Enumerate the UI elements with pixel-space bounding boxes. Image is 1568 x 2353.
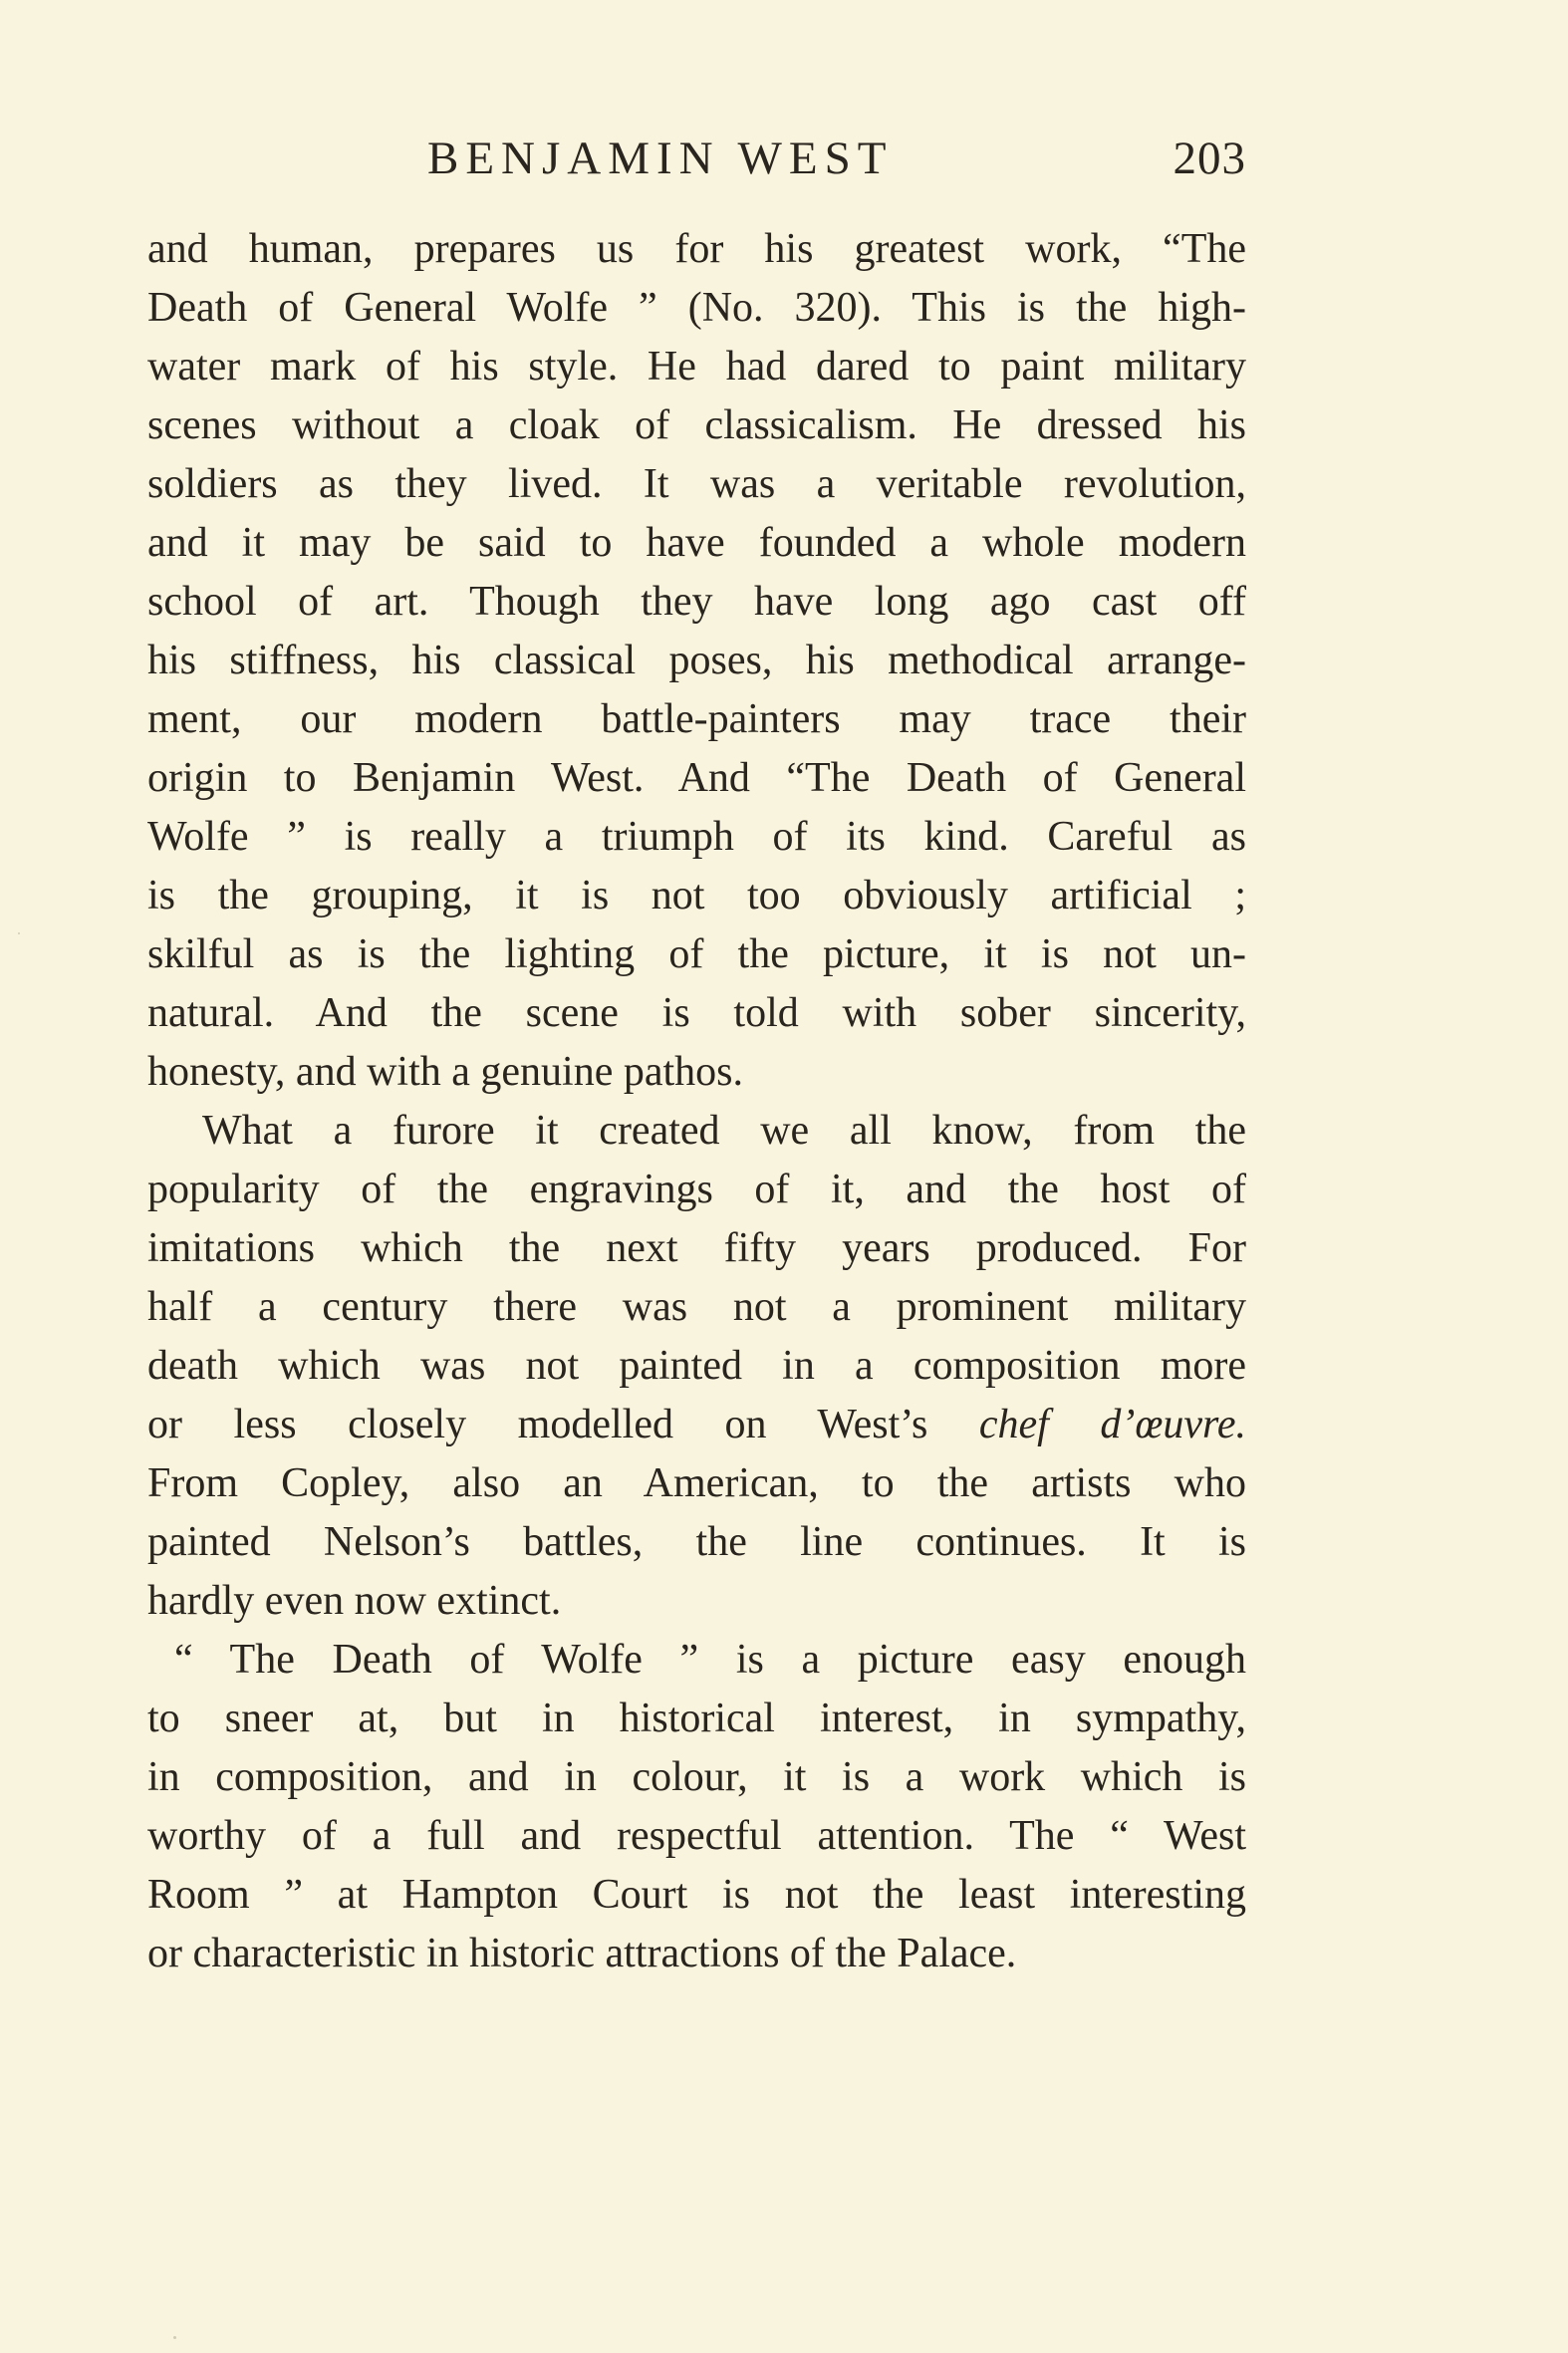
text-line: What a furore it created we all know, from the bbox=[202, 1108, 1246, 1154]
italic-phrase: chef d’œuvre. bbox=[978, 1402, 1246, 1447]
text-line: water mark of his style. He had dared to paint military bbox=[147, 344, 1246, 390]
text-line: ment, our modern battle-painters may trace their bbox=[147, 696, 1246, 742]
text-line: his stiffness, his classical poses, his methodical arrange- bbox=[147, 638, 1246, 683]
page-number: 203 bbox=[1173, 132, 1246, 184]
text-line: Death of General Wolfe ” (No. 320). This is the high- bbox=[147, 285, 1246, 331]
paper-speck bbox=[18, 932, 20, 934]
text-line: “ The Death of Wolfe ” is a picture easy enough bbox=[174, 1637, 1246, 1683]
text-line: and it may be said to have founded a whole modern bbox=[147, 520, 1246, 566]
text-line: Wolfe ” is really a triumph of its kind. Careful as bbox=[147, 814, 1246, 860]
text-line: in composition, and in colour, it is a work which is bbox=[147, 1754, 1246, 1800]
text-line: origin to Benjamin West. And “The Death of General bbox=[147, 755, 1246, 801]
paper-speck bbox=[173, 2336, 176, 2339]
text-line: worthy of a full and respectful attention. The “ West bbox=[147, 1813, 1246, 1859]
text-line: skilful as is the lighting of the picture, it is not un- bbox=[147, 931, 1246, 977]
text-fragment: or less closely modelled on West’s bbox=[147, 1402, 928, 1447]
text-line-with-italic bbox=[147, 1396, 1246, 1454]
text-line: and human, prepares us for his greatest work, “The bbox=[147, 226, 1246, 272]
text-line: imitations which the next fifty years produced. For bbox=[147, 1225, 1246, 1271]
text-line: scenes without a cloak of classicalism. He dressed his bbox=[147, 402, 1246, 448]
text-line: hardly even now extinct. bbox=[147, 1578, 562, 1624]
text-line: is the grouping, it is not too obviously artificial ; bbox=[147, 873, 1246, 918]
running-title: BENJAMIN WEST bbox=[427, 132, 894, 184]
text-line: painted Nelson’s battles, the line continues. It is bbox=[147, 1519, 1246, 1565]
page-body bbox=[147, 220, 1246, 1983]
text-line: half a century there was not a prominent military bbox=[147, 1284, 1246, 1330]
text-line: natural. And the scene is told with sober sincerity, bbox=[147, 990, 1246, 1036]
text-line: school of art. Though they have long ago cast off bbox=[147, 579, 1246, 625]
page-header bbox=[147, 124, 1246, 193]
text-line: death which was not painted in a composition more bbox=[147, 1343, 1246, 1389]
text-line: honesty, and with a genuine pathos. bbox=[147, 1049, 743, 1095]
text-line: popularity of the engravings of it, and the host of bbox=[147, 1167, 1246, 1212]
text-line: soldiers as they lived. It was a veritable revolution, bbox=[147, 461, 1246, 507]
text-line: or characteristic in historic attractions of the Palace. bbox=[147, 1931, 1017, 1976]
text-line: Room ” at Hampton Court is not the least interesting bbox=[147, 1872, 1246, 1918]
text-line: to sneer at, but in historical interest, in sympathy, bbox=[147, 1696, 1246, 1741]
text-line: From Copley, also an American, to the artists who bbox=[147, 1460, 1246, 1506]
